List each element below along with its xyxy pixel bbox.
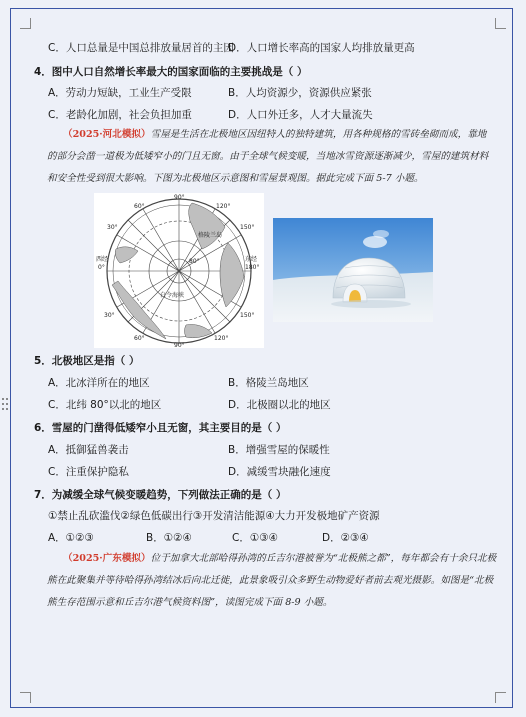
- q6-option-b: B．增强雪屋的保暖性: [228, 444, 330, 456]
- map-label-60: 60°: [134, 203, 145, 210]
- q4-option-b: B．人均资源少，资源供应紧张: [228, 87, 372, 99]
- map-label-bottom: 90°: [174, 342, 185, 348]
- q5-option-c: C．北纬 80°以北的地区: [48, 399, 162, 411]
- source-tag-2: （2025·广东模拟）: [63, 553, 151, 564]
- map-label-80: 80°: [189, 258, 200, 265]
- q5-option-d: D．北极圈以北的地区: [228, 399, 331, 411]
- q6-option-c: C．注重保护隐私: [48, 466, 129, 478]
- arctic-map-svg: [94, 193, 264, 348]
- passage-1-line-1: （2025·河北模拟）雪屋是生活在北极地区因纽特人的独特建筑，用各种规格的雪砖垒砌而成，靠地: [63, 129, 487, 140]
- map-label-west: 西经: [96, 256, 109, 263]
- crop-mark-bottom-right: [495, 692, 506, 703]
- q7-option-c: C．①③④: [232, 532, 279, 544]
- question-7-stem: 7．为减缓全球气候变暖趋势，下列做法正确的是（ ）: [34, 489, 287, 501]
- question-5-stem: 5．北极地区是指（ ）: [34, 355, 140, 367]
- crop-mark-top-right: [495, 18, 506, 29]
- option-d-prev: D．人口增长率高的国家人均排放量更高: [228, 42, 415, 54]
- map-label-bering: 白令海峡: [160, 292, 185, 299]
- igloo-photo-svg: [273, 218, 433, 322]
- q4-option-d: D．人口外迁多，人才大量流失: [228, 109, 373, 121]
- map-label-top: 90°: [174, 194, 185, 201]
- map-label-150b: 150°: [240, 312, 255, 319]
- map-label-30: 30°: [107, 224, 118, 231]
- crop-mark-top-left: [20, 18, 31, 29]
- map-label-180: 180°: [245, 264, 260, 271]
- passage-1-line-3: 和安全性受到很大影响。下图为北极地区示意图和雪屋景观图。据此完成下面 5-7 小题。: [47, 173, 424, 184]
- igloo-photo: [273, 218, 433, 322]
- passage-1-line-2: 的部分会凿一道极为低矮窄小的门且无窗。由于全球气候变暖，当地冰雪资源逐渐减少，雪屋的建筑材料: [47, 151, 489, 162]
- map-label-30b: 30°: [104, 312, 115, 319]
- question-6-stem: 6．雪屋的门凿得低矮窄小且无窗，其主要目的是（ ）: [34, 422, 287, 434]
- map-label-east: 东经: [245, 256, 258, 263]
- q6-option-a: A．抵御猛兽袭击: [48, 444, 129, 456]
- q4-option-c: C．老龄化加剧，社会负担加重: [48, 109, 192, 121]
- map-label-60b: 60°: [134, 335, 145, 342]
- q7-items: ①禁止乱砍滥伐②绿色低碳出行③开发清洁能源④大力开发极地矿产资源: [48, 510, 380, 522]
- crop-mark-bottom-left: [20, 692, 31, 703]
- option-c-prev: C．人口总量是中国总排放量居首的主因: [48, 42, 234, 54]
- q6-option-d: D．减缓雪块融化速度: [228, 466, 331, 478]
- map-label-greenland: 格陵兰岛: [198, 232, 223, 239]
- map-label-150: 150°: [240, 224, 255, 231]
- q7-option-b: B．①②④: [146, 532, 192, 544]
- q7-option-a: A．①②③: [48, 532, 94, 544]
- q5-option-a: A．北冰洋所在的地区: [48, 377, 150, 389]
- source-tag: （2025·河北模拟）: [63, 129, 151, 140]
- map-label-120: 120°: [216, 203, 231, 210]
- arctic-map: [94, 193, 264, 348]
- question-4-stem: 4．图中人口自然增长率最大的国家面临的主要挑战是（ ）: [34, 66, 308, 78]
- passage-2-line-3: 熊生存范围示意和丘吉尔港气候资料图”，读图完成下面 8-9 小题。: [47, 597, 333, 608]
- passage-2-line-2: 熊在此聚集并等待哈得孙湾结冰后向北迁徙，此景象吸引众多野生动物爱好者前去观光摄影。如图是“北极: [47, 575, 494, 586]
- q5-option-b: B．格陵兰岛地区: [228, 377, 309, 389]
- map-label-120b: 120°: [214, 335, 229, 342]
- q4-option-a: A．劳动力短缺，工业生产受限: [48, 87, 192, 99]
- map-label-0: 0°: [98, 264, 105, 271]
- passage-2-line-1: （2025·广东模拟）位于加拿大北部哈得孙湾的丘吉尔港被誉为“北极熊之都”，每年都会有十余只北极: [63, 553, 497, 564]
- drag-handle-icon[interactable]: [2, 396, 10, 414]
- q7-option-d: D．②③④: [322, 532, 369, 544]
